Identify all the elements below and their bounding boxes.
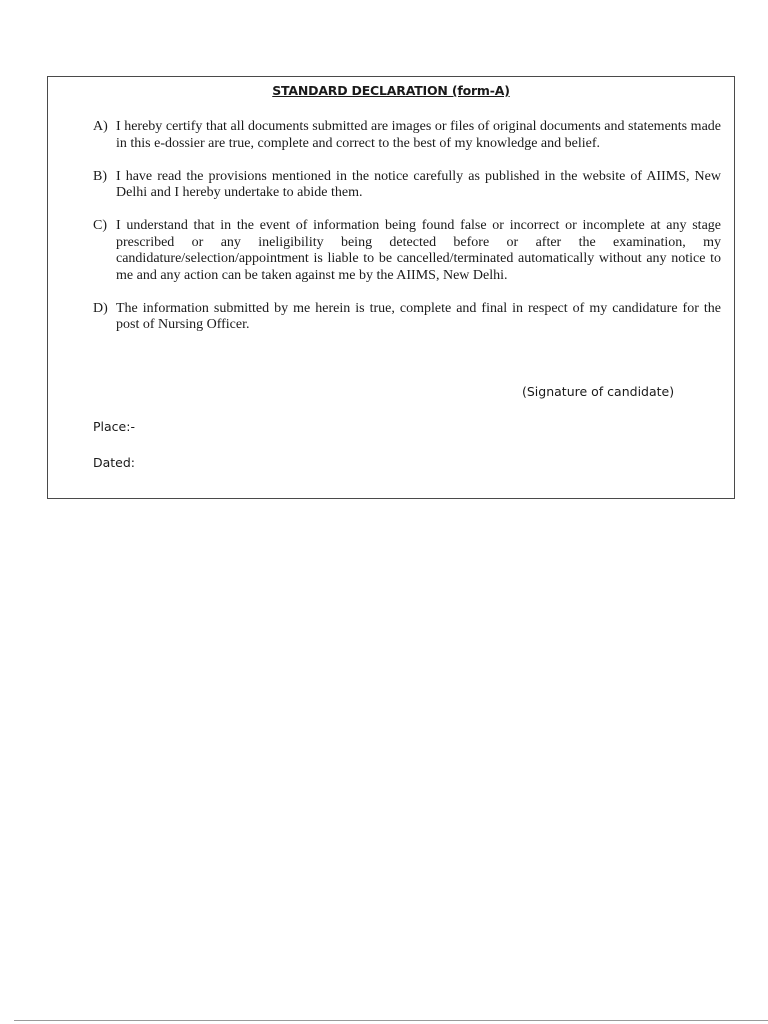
place-label: Place:- [93,419,135,434]
declaration-item-c [93,218,721,284]
declaration-item-b [93,169,721,202]
item-letter: A) [93,119,108,134]
item-text: I hereby certify that all documents submitted are images or files of original documents and statements made in this e-dossier are true, complete and correct to the best of my knowledge and belief. [116,119,721,151]
dated-label: Dated: [93,455,136,470]
signature-label: (Signature of candidate) [522,384,675,399]
item-letter: B) [93,168,107,184]
declaration-item-d [93,301,721,334]
item-letter: C) [93,218,107,233]
page-bottom-rule [14,1020,768,1021]
declaration-item-a [93,119,721,152]
item-text: I have read the provisions mentioned in the notice carefully as published in the website of AIIMS, New Delhi and I hereby undertake to abide them. [116,168,721,200]
form-title: STANDARD DECLARATION (form-A) [272,83,510,98]
item-letter: D) [93,300,108,316]
declaration-list [93,119,721,350]
item-text: The information submitted by me herein is true, complete and final in respect of my candidature for the post of Nursing Officer. [116,300,721,332]
declaration-form-box [47,76,735,499]
item-text: I understand that in the event of information being found false or incorrect or incomplete at any stage prescribed or any ineligibility being detected before or after the examination, my candidature/selection/appointment is liable to be cancelled/terminated automatically without any notice to me and any action can be taken against me by the AIIMS, New Delhi. [116,218,721,283]
